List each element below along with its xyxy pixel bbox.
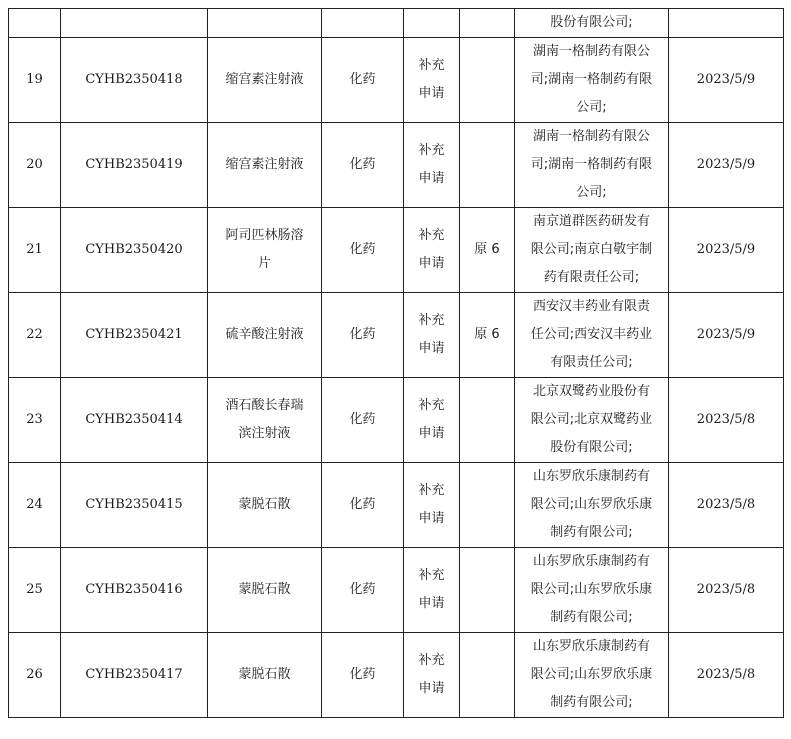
table-row xyxy=(9,378,784,463)
application-type-line: 申请 xyxy=(418,426,445,441)
drug-name-cell xyxy=(208,378,322,463)
company-line: 司;湖南一格制药有限 xyxy=(530,157,653,172)
application-type-cell xyxy=(404,463,460,548)
application-type-cell xyxy=(404,633,460,718)
application-type-line: 申请 xyxy=(418,256,445,271)
company-cell xyxy=(515,9,669,38)
drug-name-cell xyxy=(208,548,322,633)
code-cell: CYHB2350418 xyxy=(61,38,208,123)
table-row xyxy=(9,123,784,208)
drug-name-cell xyxy=(208,38,322,123)
application-type-line: 补充 xyxy=(418,653,445,668)
code-cell: CYHB2350419 xyxy=(61,123,208,208)
drug-type-cell: 化药 xyxy=(322,38,404,123)
drug-name-line: 蒙脱石散 xyxy=(238,667,291,682)
company-line: 限公司;山东罗欣乐康 xyxy=(530,667,653,682)
company-line: 股份有限公司; xyxy=(550,15,633,30)
code-cell: CYHB2350420 xyxy=(61,208,208,293)
application-type-line: 申请 xyxy=(418,341,445,356)
number-cell: 20 xyxy=(9,123,61,208)
company-line: 限公司;南京白敬宇制 xyxy=(530,242,653,257)
company-line: 北京双鹭药业股份有 xyxy=(532,384,650,399)
number-cell: 21 xyxy=(9,208,61,293)
drug-type-cell: 化药 xyxy=(322,378,404,463)
company-line: 限公司;北京双鹭药业 xyxy=(530,412,653,427)
date-cell: 2023/5/8 xyxy=(669,633,784,718)
company-line: 制药有限公司; xyxy=(550,525,633,540)
table-row xyxy=(9,633,784,718)
class-cell xyxy=(460,123,515,208)
company-cell xyxy=(515,633,669,718)
company-line: 山东罗欣乐康制药有 xyxy=(532,469,650,484)
company-cell xyxy=(515,123,669,208)
application-type-cell xyxy=(404,548,460,633)
code-cell: CYHB2350416 xyxy=(61,548,208,633)
number-cell: 24 xyxy=(9,463,61,548)
application-type-line: 申请 xyxy=(418,171,445,186)
code-cell: CYHB2350414 xyxy=(61,378,208,463)
class-cell: 原 6 xyxy=(460,208,515,293)
table-row xyxy=(9,293,784,378)
number-cell: 19 xyxy=(9,38,61,123)
company-line: 制药有限公司; xyxy=(550,610,633,625)
number-cell xyxy=(9,9,61,38)
drug-name-line: 缩宫素注射液 xyxy=(225,72,304,87)
drug-registration-table xyxy=(8,8,784,718)
application-type-cell xyxy=(404,293,460,378)
code-cell: CYHB2350417 xyxy=(61,633,208,718)
company-cell xyxy=(515,293,669,378)
date-cell: 2023/5/9 xyxy=(669,38,784,123)
drug-name-cell xyxy=(208,9,322,38)
application-type-cell xyxy=(404,38,460,123)
application-type-cell xyxy=(404,208,460,293)
application-type-line: 补充 xyxy=(418,313,445,328)
number-cell: 23 xyxy=(9,378,61,463)
application-type-line: 补充 xyxy=(418,228,445,243)
company-line: 南京道群医药研发有 xyxy=(532,214,650,229)
company-cell xyxy=(515,38,669,123)
table-row xyxy=(9,38,784,123)
class-cell: 原 6 xyxy=(460,293,515,378)
drug-name-line: 滨注射液 xyxy=(238,426,291,441)
company-line: 司;湖南一格制药有限 xyxy=(530,72,653,87)
drug-name-cell xyxy=(208,293,322,378)
table-row xyxy=(9,548,784,633)
application-type-cell xyxy=(404,9,460,38)
drug-type-cell: 化药 xyxy=(322,548,404,633)
number-cell: 25 xyxy=(9,548,61,633)
application-type-line: 申请 xyxy=(418,511,445,526)
drug-name-line: 硫辛酸注射液 xyxy=(225,327,304,342)
company-line: 湖南一格制药有限公 xyxy=(532,129,650,144)
company-line: 公司; xyxy=(576,100,607,115)
class-cell xyxy=(460,633,515,718)
company-cell xyxy=(515,378,669,463)
drug-name-line: 缩宫素注射液 xyxy=(225,157,304,172)
company-line: 限公司;山东罗欣乐康 xyxy=(530,582,653,597)
class-cell xyxy=(460,38,515,123)
drug-type-cell: 化药 xyxy=(322,463,404,548)
date-cell: 2023/5/9 xyxy=(669,293,784,378)
drug-name-cell xyxy=(208,208,322,293)
application-type-line: 补充 xyxy=(418,143,445,158)
class-cell xyxy=(460,9,515,38)
company-cell xyxy=(515,548,669,633)
drug-name-line: 蒙脱石散 xyxy=(238,497,291,512)
application-type-line: 申请 xyxy=(418,596,445,611)
company-cell xyxy=(515,463,669,548)
company-line: 药有限责任公司; xyxy=(543,270,640,285)
application-type-line: 补充 xyxy=(418,568,445,583)
class-cell xyxy=(460,548,515,633)
drug-type-cell: 化药 xyxy=(322,123,404,208)
class-cell xyxy=(460,378,515,463)
class-cell xyxy=(460,463,515,548)
date-cell: 2023/5/8 xyxy=(669,463,784,548)
company-line: 湖南一格制药有限公 xyxy=(532,44,650,59)
drug-name-line: 阿司匹林肠溶 xyxy=(225,228,304,243)
application-type-line: 申请 xyxy=(418,681,445,696)
code-cell: CYHB2350421 xyxy=(61,293,208,378)
company-line: 制药有限公司; xyxy=(550,695,633,710)
date-cell: 2023/5/8 xyxy=(669,378,784,463)
code-cell xyxy=(61,9,208,38)
code-cell: CYHB2350415 xyxy=(61,463,208,548)
company-line: 股份有限公司; xyxy=(550,440,633,455)
application-type-cell xyxy=(404,123,460,208)
application-type-line: 补充 xyxy=(418,58,445,73)
company-cell xyxy=(515,208,669,293)
number-cell: 22 xyxy=(9,293,61,378)
application-type-line: 补充 xyxy=(418,483,445,498)
drug-name-line: 片 xyxy=(257,256,271,271)
company-line: 山东罗欣乐康制药有 xyxy=(532,639,650,654)
drug-name-cell xyxy=(208,463,322,548)
application-type-line: 申请 xyxy=(418,86,445,101)
drug-type-cell xyxy=(322,9,404,38)
table-row xyxy=(9,208,784,293)
number-cell: 26 xyxy=(9,633,61,718)
application-type-cell xyxy=(404,378,460,463)
drug-name-line: 蒙脱石散 xyxy=(238,582,291,597)
drug-type-cell: 化药 xyxy=(322,633,404,718)
date-cell xyxy=(669,9,784,38)
company-line: 有限责任公司; xyxy=(550,355,633,370)
drug-name-cell xyxy=(208,123,322,208)
company-line: 山东罗欣乐康制药有 xyxy=(532,554,650,569)
company-line: 限公司;山东罗欣乐康 xyxy=(530,497,653,512)
drug-type-cell: 化药 xyxy=(322,293,404,378)
date-cell: 2023/5/9 xyxy=(669,208,784,293)
table-row xyxy=(9,463,784,548)
drug-name-line: 酒石酸长春瑞 xyxy=(225,398,304,413)
drug-type-cell: 化药 xyxy=(322,208,404,293)
company-line: 西安汉丰药业有限责 xyxy=(532,299,650,314)
table-row-continued xyxy=(9,9,784,38)
drug-name-cell xyxy=(208,633,322,718)
company-line: 任公司;西安汉丰药业 xyxy=(530,327,653,342)
application-type-line: 补充 xyxy=(418,398,445,413)
date-cell: 2023/5/9 xyxy=(669,123,784,208)
date-cell: 2023/5/8 xyxy=(669,548,784,633)
company-line: 公司; xyxy=(576,185,607,200)
